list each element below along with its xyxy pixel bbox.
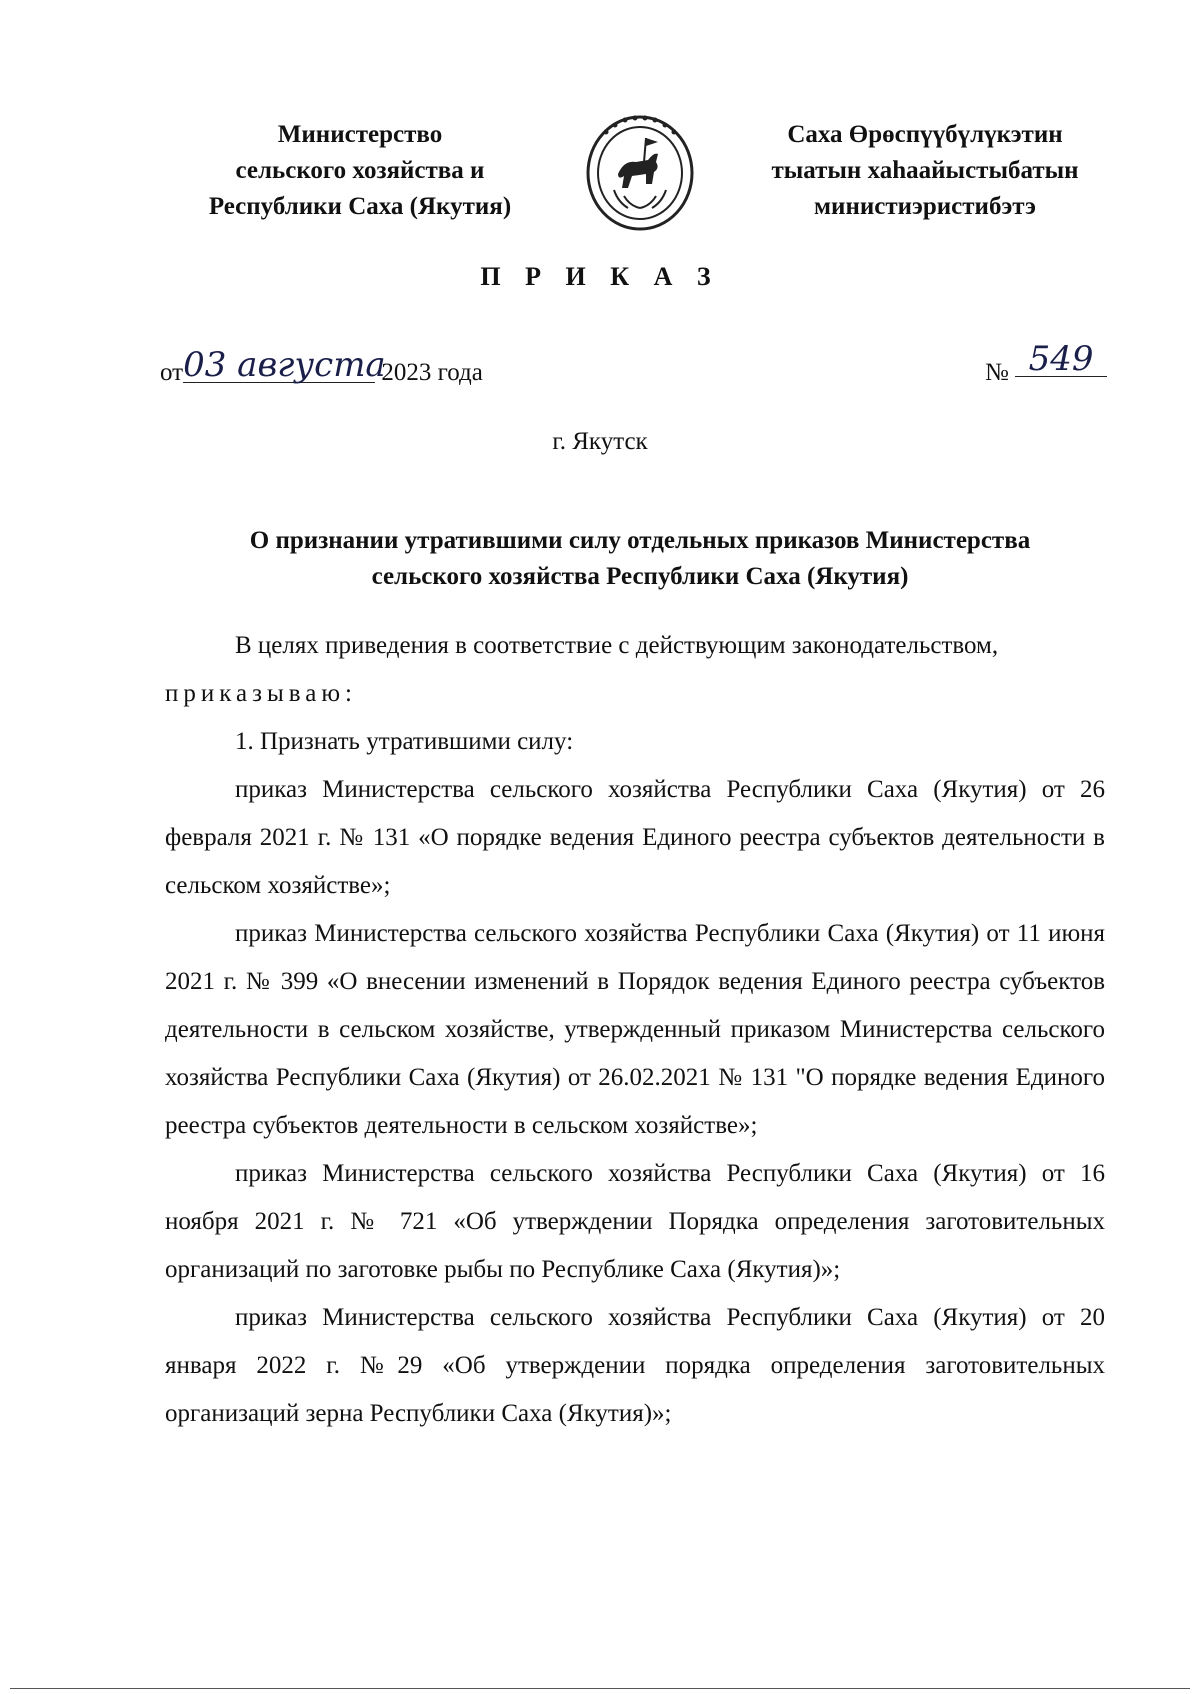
header-left-line: Министерство [277, 121, 443, 148]
header-left-line: сельского хозяйства и [235, 157, 485, 184]
order-word: приказываю: [165, 680, 357, 707]
date-suffix: 2023 года [381, 359, 483, 386]
intro-paragraph: В целях приведения в соответствие с действующим законодательством, [235, 632, 999, 659]
subject-line: О признании утратившими силу отдельных приказов Министерства [249, 527, 1031, 554]
item-1: 1. Признать утратившими силу: [235, 728, 574, 755]
page-bottom-rule [10, 1688, 1190, 1689]
header-right-line: министиэристибэтэ [814, 193, 1036, 220]
sakha-republic-coat-of-arms-icon [584, 110, 696, 232]
handwritten-number: 549 [1015, 342, 1107, 377]
city-name: г. Якутск [552, 428, 648, 455]
handwritten-date: 03 августа [183, 345, 386, 385]
date-prefix: от [160, 359, 184, 386]
header-left-line: Республики Саха (Якутия) [208, 193, 512, 220]
header-right-line: тыатын хаһаайыстыбатын [771, 157, 1079, 184]
ministry-name-yakut [735, 117, 1115, 225]
document-title: П Р И К А З [480, 262, 720, 291]
order-date [160, 345, 483, 387]
repealed-act: приказ Министерства сельского хозяйства Республики Саха (Якутия) от 16 ноября 2021 г. № 721 «Об утверждении Порядка определения заготовительных организаций по заготовке рыбы по Республике Саха (Якутия)»; [165, 1160, 1105, 1283]
repealed-act: приказ Министерства сельского хозяйства Республики Саха (Якутия) от 26 февраля 2021 г. № 131 «О порядке ведения Единого реестра субъектов деятельности в сельском хозяйстве»; [165, 776, 1105, 899]
order-number [985, 339, 1107, 387]
subject-line: сельского хозяйства Республики Саха (Якутия) [371, 563, 909, 590]
order-body [165, 622, 1105, 1438]
order-subject [160, 523, 1120, 595]
header-right-line: Саха Өрөспүүбүлүкэтин [787, 121, 1063, 148]
ministry-name-russian [175, 117, 545, 225]
repealed-act: приказ Министерства сельского хозяйства Республики Саха (Якутия) от 20 января 2022 г. №29 «Об утверждении порядка определения заготовительных организаций зерна Республики Саха (Якутия)»; [165, 1304, 1105, 1427]
repealed-act: приказ Министерства сельского хозяйства Республики Саха (Якутия) от 11 июня 2021 г. № 399 «О внесении изменений в Порядок ведения Единого реестра субъектов деятельности в сельском хозяйстве, утвержденный приказом Министерства сельского хозяйства Республики Саха (Якутия) от 26.02.2021 № 131 "О порядке ведения Единого реестра субъектов деятельности в сельском хозяйстве»; [165, 920, 1105, 1139]
number-prefix: № [985, 359, 1009, 386]
